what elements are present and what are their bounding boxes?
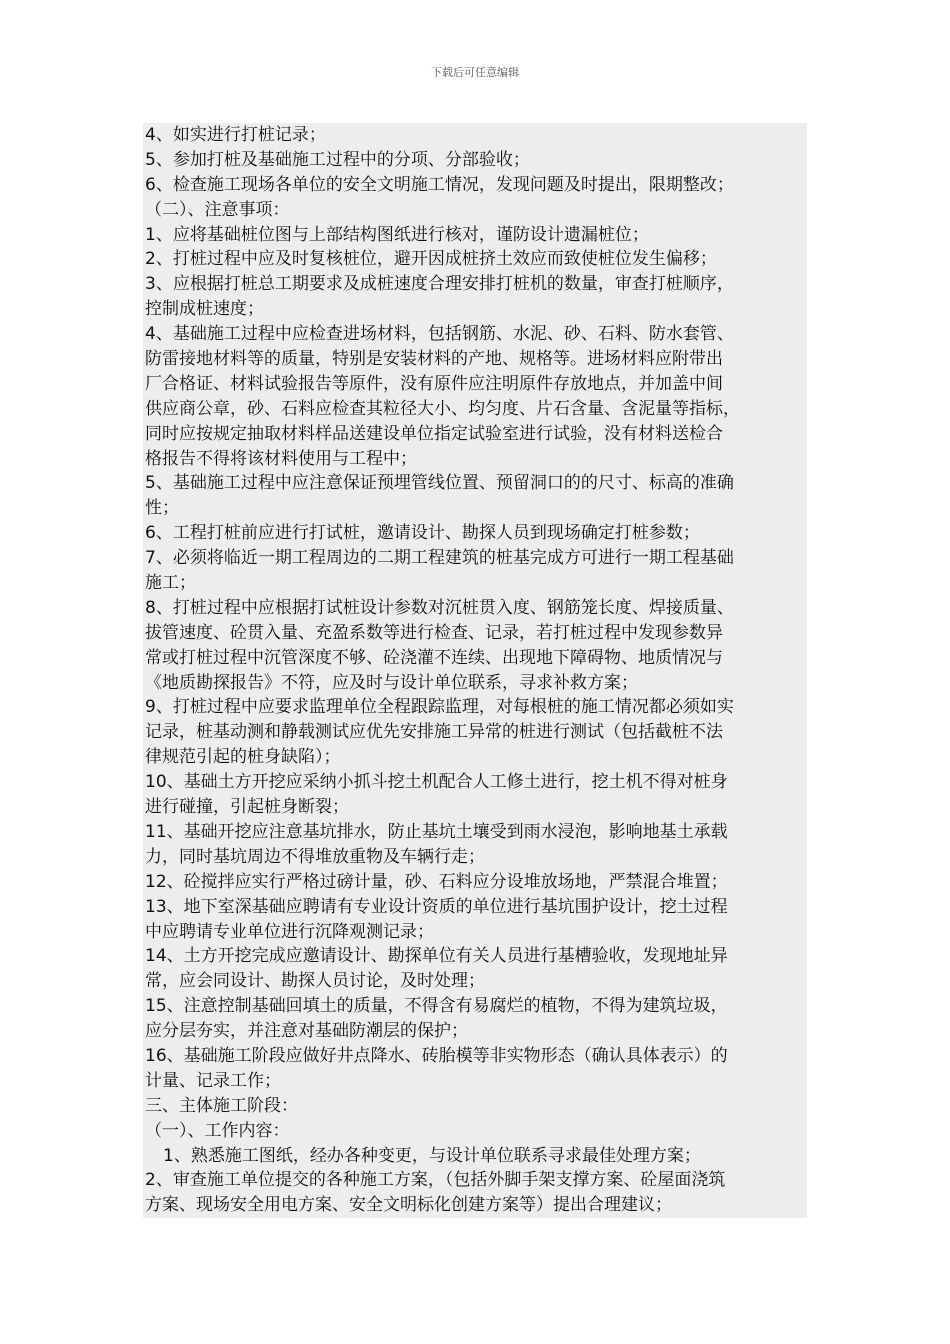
text-line: 4、基础施工过程中应检查进场材料，包括钢筋、水泥、砂、石料、防水套管、 — [145, 324, 734, 345]
text-line: 1、应将基础桩位图与上部结构图纸进行核对，谨防设计遗漏桩位； — [145, 224, 649, 245]
section-heading: （二）、注意事项： — [145, 199, 290, 220]
text-line: 控制成桩速度； — [145, 299, 264, 320]
text-line: 计量、记录工作； — [145, 1070, 281, 1091]
text-line: 6、工程打桩前应进行打试桩，邀请设计、勘探人员到现场确定打桩参数； — [145, 523, 700, 544]
text-line: 16、基础施工阶段应做好井点降水、砖胎模等非实物形态（确认具体表示）的 — [145, 1045, 728, 1066]
section-heading: 三、主体施工阶段： — [145, 1095, 298, 1116]
text-line: 8、打桩过程中应根据打试桩设计参数对沉桩贯入度、钢筋笼长度、焊接质量、 — [145, 597, 734, 618]
text-line: 5、基础施工过程中应注意保证预埋管线位置、预留洞口的的尺寸、标高的准确 — [145, 473, 734, 494]
section-heading: （一）、工作内容： — [145, 1120, 290, 1141]
text-line: 防雷接地材料等的质量，特别是安装材料的产地、规格等。进场材料应附带出 — [145, 349, 723, 370]
text-line: 记录，桩基动测和静载测试应优先安排施工异常的桩进行测试（包括截桩不法 — [145, 722, 723, 743]
text-line: 进行碰撞，引起桩身断裂； — [145, 797, 349, 818]
text-line: 14、土方开挖完成应邀请设计、勘探单位有关人员进行基槽验收，发现地址异 — [145, 946, 728, 967]
page-header: 下载后可任意编辑 — [431, 66, 519, 79]
text-line: 9、打桩过程中应要求监理单位全程跟踪监理，对每根桩的施工情况都必须如实 — [145, 697, 734, 718]
document-body — [143, 123, 807, 1218]
text-line: 5、参加打桩及基础施工过程中的分项、分部验收； — [145, 149, 530, 170]
text-line: 13、地下室深基础应聘请有专业设计资质的单位进行基坑围护设计，挖土过程 — [145, 896, 728, 917]
text-line: 4、如实进行打桩记录； — [145, 125, 326, 145]
text-line: 11、基础开挖应注意基坑排水，防止基坑土壤受到雨水浸泡，影响地基土承载 — [145, 821, 728, 842]
text-line: 常或打桩过程中沉管深度不够、砼浇灌不连续、出现地下障碍物、地质情况与 — [145, 647, 723, 668]
text-line: 应分层夯实，并注意对基础防潮层的保护； — [145, 1021, 468, 1042]
text-line: 12、砼搅拌应实行严格过磅计量，砂、石料应分设堆放场地，严禁混合堆置； — [145, 871, 728, 892]
text-line: 供应商公章，砂、石料应检查其粒径大小、均匀度、片石含量、含泥量等指标， — [145, 398, 740, 419]
text-line: 格报告不得将该材料使用与工程中； — [145, 448, 417, 469]
text-line: 10、基础土方开挖应采纳小抓斗挖土机配合人工修土进行，挖土机不得对桩身 — [145, 772, 728, 793]
text-line: 中应聘请专业单位进行沉降观测记录； — [145, 921, 434, 942]
text-line: 3、应根据打桩总工期要求及成桩速度合理安排打桩机的数量，审查打桩顺序， — [145, 274, 734, 295]
text-line: 性； — [145, 498, 179, 519]
text-line: 方案、现场安全用电方案、安全文明标化创建方案等）提出合理建议； — [145, 1195, 672, 1216]
text-line: 1、熟悉施工图纸，经办各种变更，与设计单位联系寻求最佳处理方案； — [163, 1145, 701, 1166]
text-line: 《地质勘探报告》不符，应及时与设计单位联系，寻求补救方案； — [145, 672, 638, 693]
text-line: 律规范引起的桩身缺陷）； — [145, 747, 341, 768]
text-line: 2、审查施工单位提交的各种施工方案，（包括外脚手架支撑方案、砼屋面浇筑 — [145, 1170, 726, 1191]
text-line: 2、打桩过程中应及时复核桩位，避开因成桩挤土效应而致使桩位发生偏移； — [145, 249, 717, 270]
text-line: 15、注意控制基础回填土的质量，不得含有易腐烂的植物，不得为建筑垃圾， — [145, 996, 728, 1017]
text-line: 常，应会同设计、勘探人员讨论，及时处理； — [145, 971, 485, 992]
text-line: 7、必须将临近一期工程周边的二期工程建筑的桩基完成方可进行一期工程基础 — [145, 548, 734, 569]
text-line: 同时应按规定抽取材料样品送建设单位指定试验室进行试验，没有材料送检合 — [145, 423, 723, 444]
text-line: 施工； — [145, 573, 196, 594]
text-line: 力，同时基坑周边不得堆放重物及车辆行走； — [145, 846, 485, 867]
text-line: 厂合格证、材料试验报告等原件，没有原件应注明原件存放地点，并加盖中间 — [145, 373, 723, 394]
text-line: 拔管速度、砼贯入量、充盈系数等进行检查、记录，若打桩过程中发现参数异 — [145, 622, 723, 643]
text-line: 6、检查施工现场各单位的安全文明施工情况，发现问题及时提出，限期整改； — [145, 174, 734, 195]
